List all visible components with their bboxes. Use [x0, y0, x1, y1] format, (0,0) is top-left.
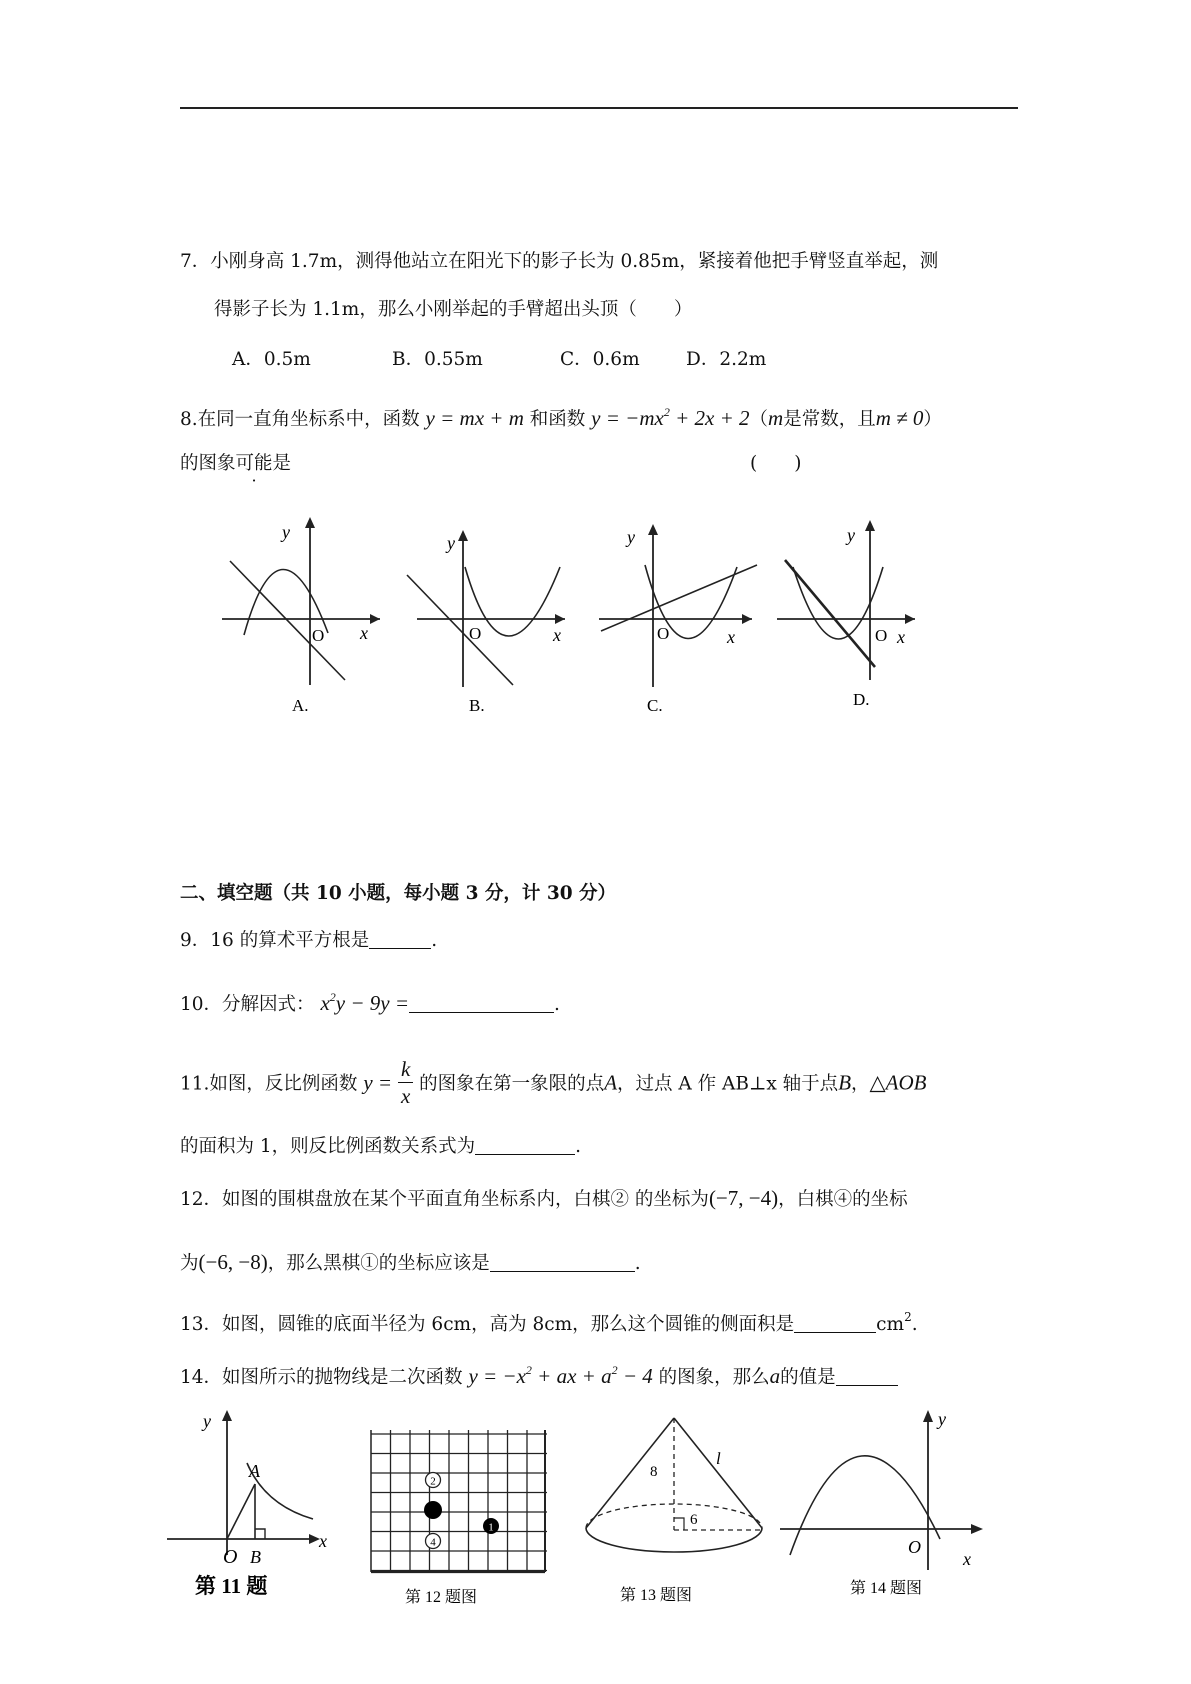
q8-function1: y = mx + m	[425, 406, 524, 430]
q8-answer-bracket: ( )	[750, 453, 802, 474]
q12-line2: 为(−6, −8)，那么黑棋①的坐标应该是 .	[180, 1250, 641, 1274]
section2-title: 二、填空题（共 10 小题，每小题 3 分，计 30 分）	[180, 883, 617, 904]
q11-line1: 11.如图，反比例函数 y = $\frac{k}{x}$ 的图象在第一象限的点A，过点 A 作 AB⊥x 轴于点B，△AOB	[180, 1057, 927, 1108]
q8-function2: $y = -mx^2 + 2x + 2$	[591, 405, 750, 430]
fig13-height-label: 8	[650, 1464, 658, 1480]
fig12-stone-4-label: 4	[430, 1536, 436, 1549]
q8c-y-label: y	[627, 527, 635, 547]
q8-graph-a	[220, 515, 380, 715]
q8a-origin: O	[312, 626, 325, 645]
figure-14	[778, 1405, 993, 1600]
fig13-slant-label: l	[716, 1449, 721, 1468]
q8b-y-label: y	[447, 533, 455, 553]
fig14-y-label: y	[938, 1409, 946, 1429]
q8-line1: 8.在同一直角坐标系中，函数 y = mx + m 和函数 $y = -mx^2 + 2x + 2(m$是常数，且m ≠ 0）	[180, 405, 942, 430]
fig14-origin: O	[908, 1537, 921, 1557]
fig11-origin: O	[223, 1546, 238, 1568]
q12-line1: 12．如图的围棋盘放在某个平面直角坐标系内，白棋② 的坐标为(−7, −4)，白棋④的坐标	[180, 1186, 908, 1210]
q11-line2: 的面积为 1，则反比例函数关系式为 .	[180, 1136, 582, 1157]
q8c-label: C.	[647, 696, 663, 715]
fig13-radius-label: 6	[690, 1512, 698, 1528]
q8-line2: 的图象可能是	[180, 453, 292, 474]
q8a-x-label: x	[360, 623, 368, 643]
fig14-x-label: x	[963, 1549, 971, 1569]
fig11-x-label: x	[319, 1531, 327, 1551]
q10-line: 10．分解因式： $x^2y - 9y$ = .	[180, 990, 560, 1015]
q11-fraction: $\frac{k}{x}$	[398, 1056, 413, 1109]
q8a-label: A.	[292, 696, 309, 715]
q7-line1: 7．小刚身高 1.7m，测得他站立在阳光下的影子长为 0.85m，紧接着他把手臂竖直举起，测	[180, 251, 939, 272]
figure-11	[165, 1405, 345, 1600]
q8c-x-label: x	[727, 627, 735, 647]
fig11-point-b: B	[250, 1547, 261, 1567]
fig13-caption: 第 13 题图	[620, 1587, 693, 1604]
fig11-y-label: y	[203, 1411, 211, 1431]
fig12-black-stone	[424, 1501, 442, 1519]
fig14-caption: 第 14 题图	[850, 1580, 923, 1597]
figure-12	[365, 1420, 555, 1610]
figure-13	[580, 1410, 780, 1610]
fig12-stone-2-label: 2	[430, 1475, 436, 1488]
q8d-x-label: x	[897, 627, 905, 647]
q7-option-b: B．0.55m	[392, 349, 483, 370]
q8d-y-label: y	[847, 525, 855, 545]
q8b-origin: O	[469, 624, 482, 643]
q14-expression: $y = -x^2$ + ax + $a^2 - 4$	[468, 1363, 653, 1388]
header-rule	[180, 107, 1018, 109]
q8c-origin: O	[657, 624, 670, 643]
q8b-label: B.	[469, 696, 485, 715]
fig12-caption: 第 12 题图	[405, 1589, 478, 1606]
q8-graph-c	[597, 515, 762, 715]
q8-graph-b	[405, 515, 570, 715]
q7-option-a: A．0.5m	[232, 349, 311, 370]
q10-expression: $x^2y - 9y$ =	[320, 990, 409, 1015]
q8-graph-d	[775, 515, 935, 715]
q8d-label: D.	[853, 690, 870, 709]
q8b-x-label: x	[553, 625, 561, 645]
q8a-y-label: y	[282, 522, 290, 542]
q9-line: 9．16 的算术平方根是 .	[180, 930, 438, 951]
fig11-point-a: A	[249, 1461, 260, 1481]
q13-line: 13．如图，圆锥的底面半径为 6cm，高为 8cm，那么这个圆锥的侧面积是 $cm^2$.	[180, 1310, 918, 1335]
q14-line: 14．如图所示的抛物线是二次函数 $y = -x^2$ + ax + $a^2 - 4$ 的图象，那么a的值是	[180, 1358, 898, 1390]
q7-line2: 得影子长为 1.1m，那么小刚举起的手臂超出头顶（ ）	[214, 299, 693, 320]
fig12-stone-1-label: 1	[488, 1521, 494, 1534]
q7-option-c: C．0.6m	[560, 349, 640, 370]
q7-option-d: D．2.2m	[686, 349, 767, 370]
q8d-origin: O	[875, 626, 888, 645]
fig11-caption: 第 11 题	[195, 1574, 268, 1598]
